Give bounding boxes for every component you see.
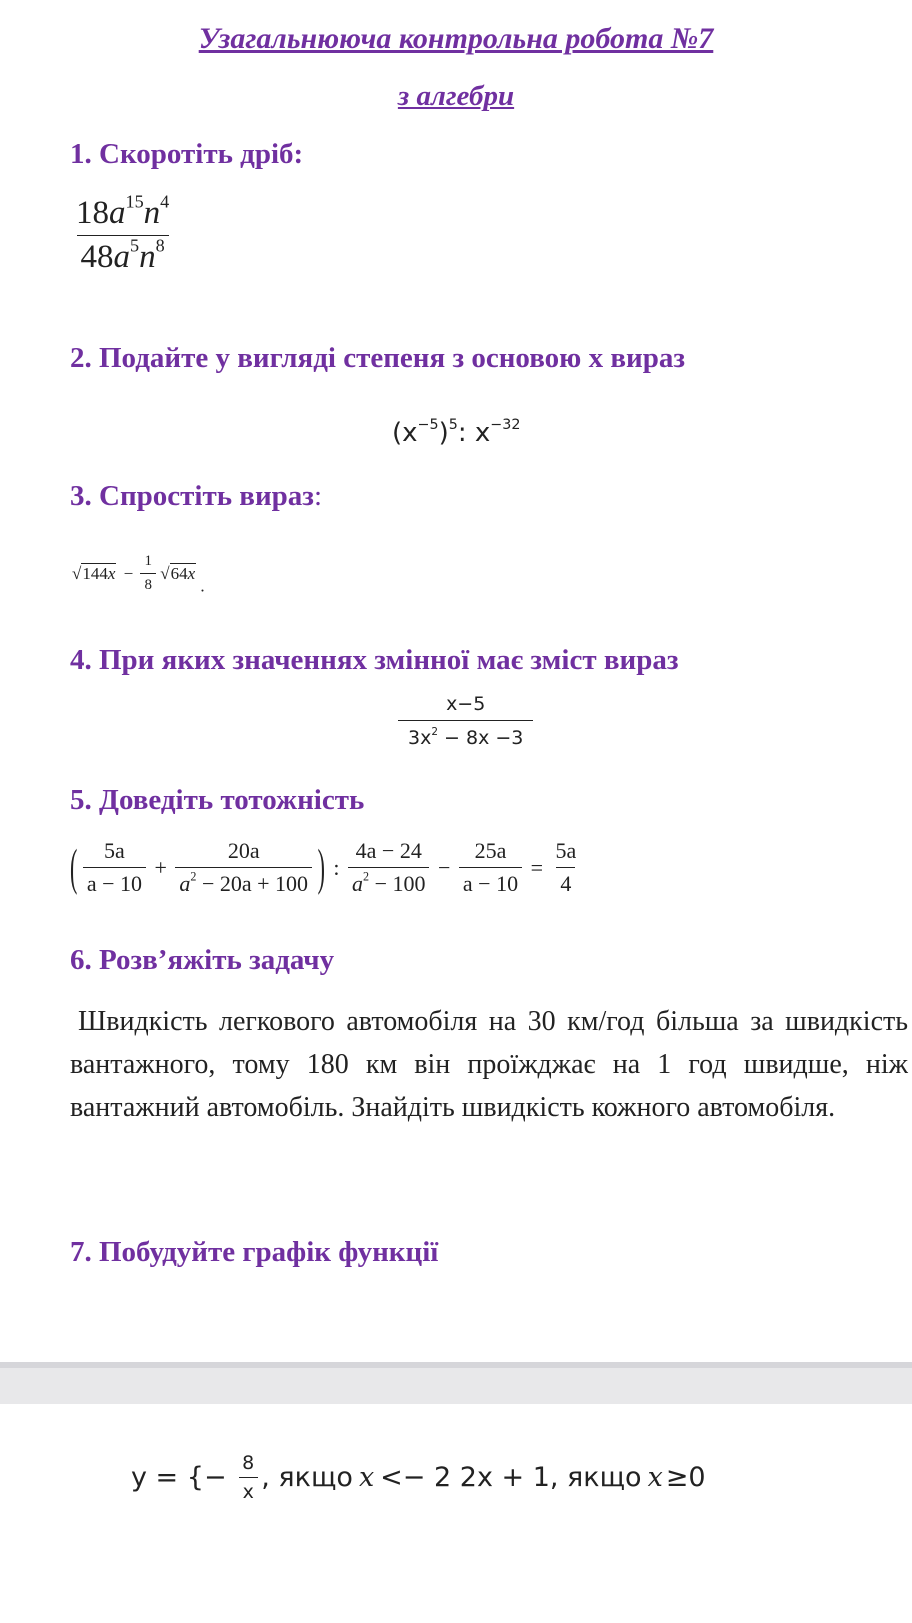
task-5-formula: ( $\frac{5a}{a - 10}$ + $\frac{20a}{a^2 - 20a + 100}$ ) : $\frac{4a - 24}{a^2 - 100}$ − $\frac{25a}{a - 10}$ = $\frac{5a}{4}$ [70, 837, 577, 896]
task-1-formula: $\frac{18a^{15}n^4}{48a^5n^8}$ [76, 191, 170, 275]
task-2-heading: 2. Подайте у вигляді степеня з основою x вираз [70, 342, 685, 374]
page-divider [0, 1368, 912, 1404]
task-1-heading: 1. Скоротіть дріб: [70, 138, 304, 170]
task-2-formula: $(x^{-5})^5$: $x^{-32}$ [392, 416, 521, 448]
task-6-problem-text: Швидкість легкового автомобіля на 30 км/год більша за швидкість вантажного, тому 180 км він проїжджає на 1 год швидше, ніж вантажний автомобіль. Знайдіть швидкість кожного автомобіля. [70, 1006, 908, 1123]
task-6-heading: 6. Розв’яжіть задачу [70, 944, 335, 976]
task-7-heading: 7. Побудуйте графік функції [70, 1236, 439, 1268]
task-4-heading: 4. При яких значеннях змінної має зміст вираз [70, 644, 679, 676]
page-title: Узагальнююча контрольна робота №7 [198, 22, 714, 55]
task-4-formula: $\frac{x-5}{3x^2 - 8x -3}$ [398, 693, 533, 749]
task-7-formula: y = {− $\frac{8}{x}$ , якщоx<− 2 2x + 1, якщоx ≥0 [131, 1452, 706, 1503]
task-5-heading: 5. Доведіть тотожність [70, 784, 365, 816]
task-3-formula: √ 144x − $\frac{1}{8}$ √ 64x . [72, 553, 205, 596]
task-3-heading: 3. Спростіть вираз: [70, 480, 322, 512]
page-subtitle: з алгебри [397, 80, 515, 112]
